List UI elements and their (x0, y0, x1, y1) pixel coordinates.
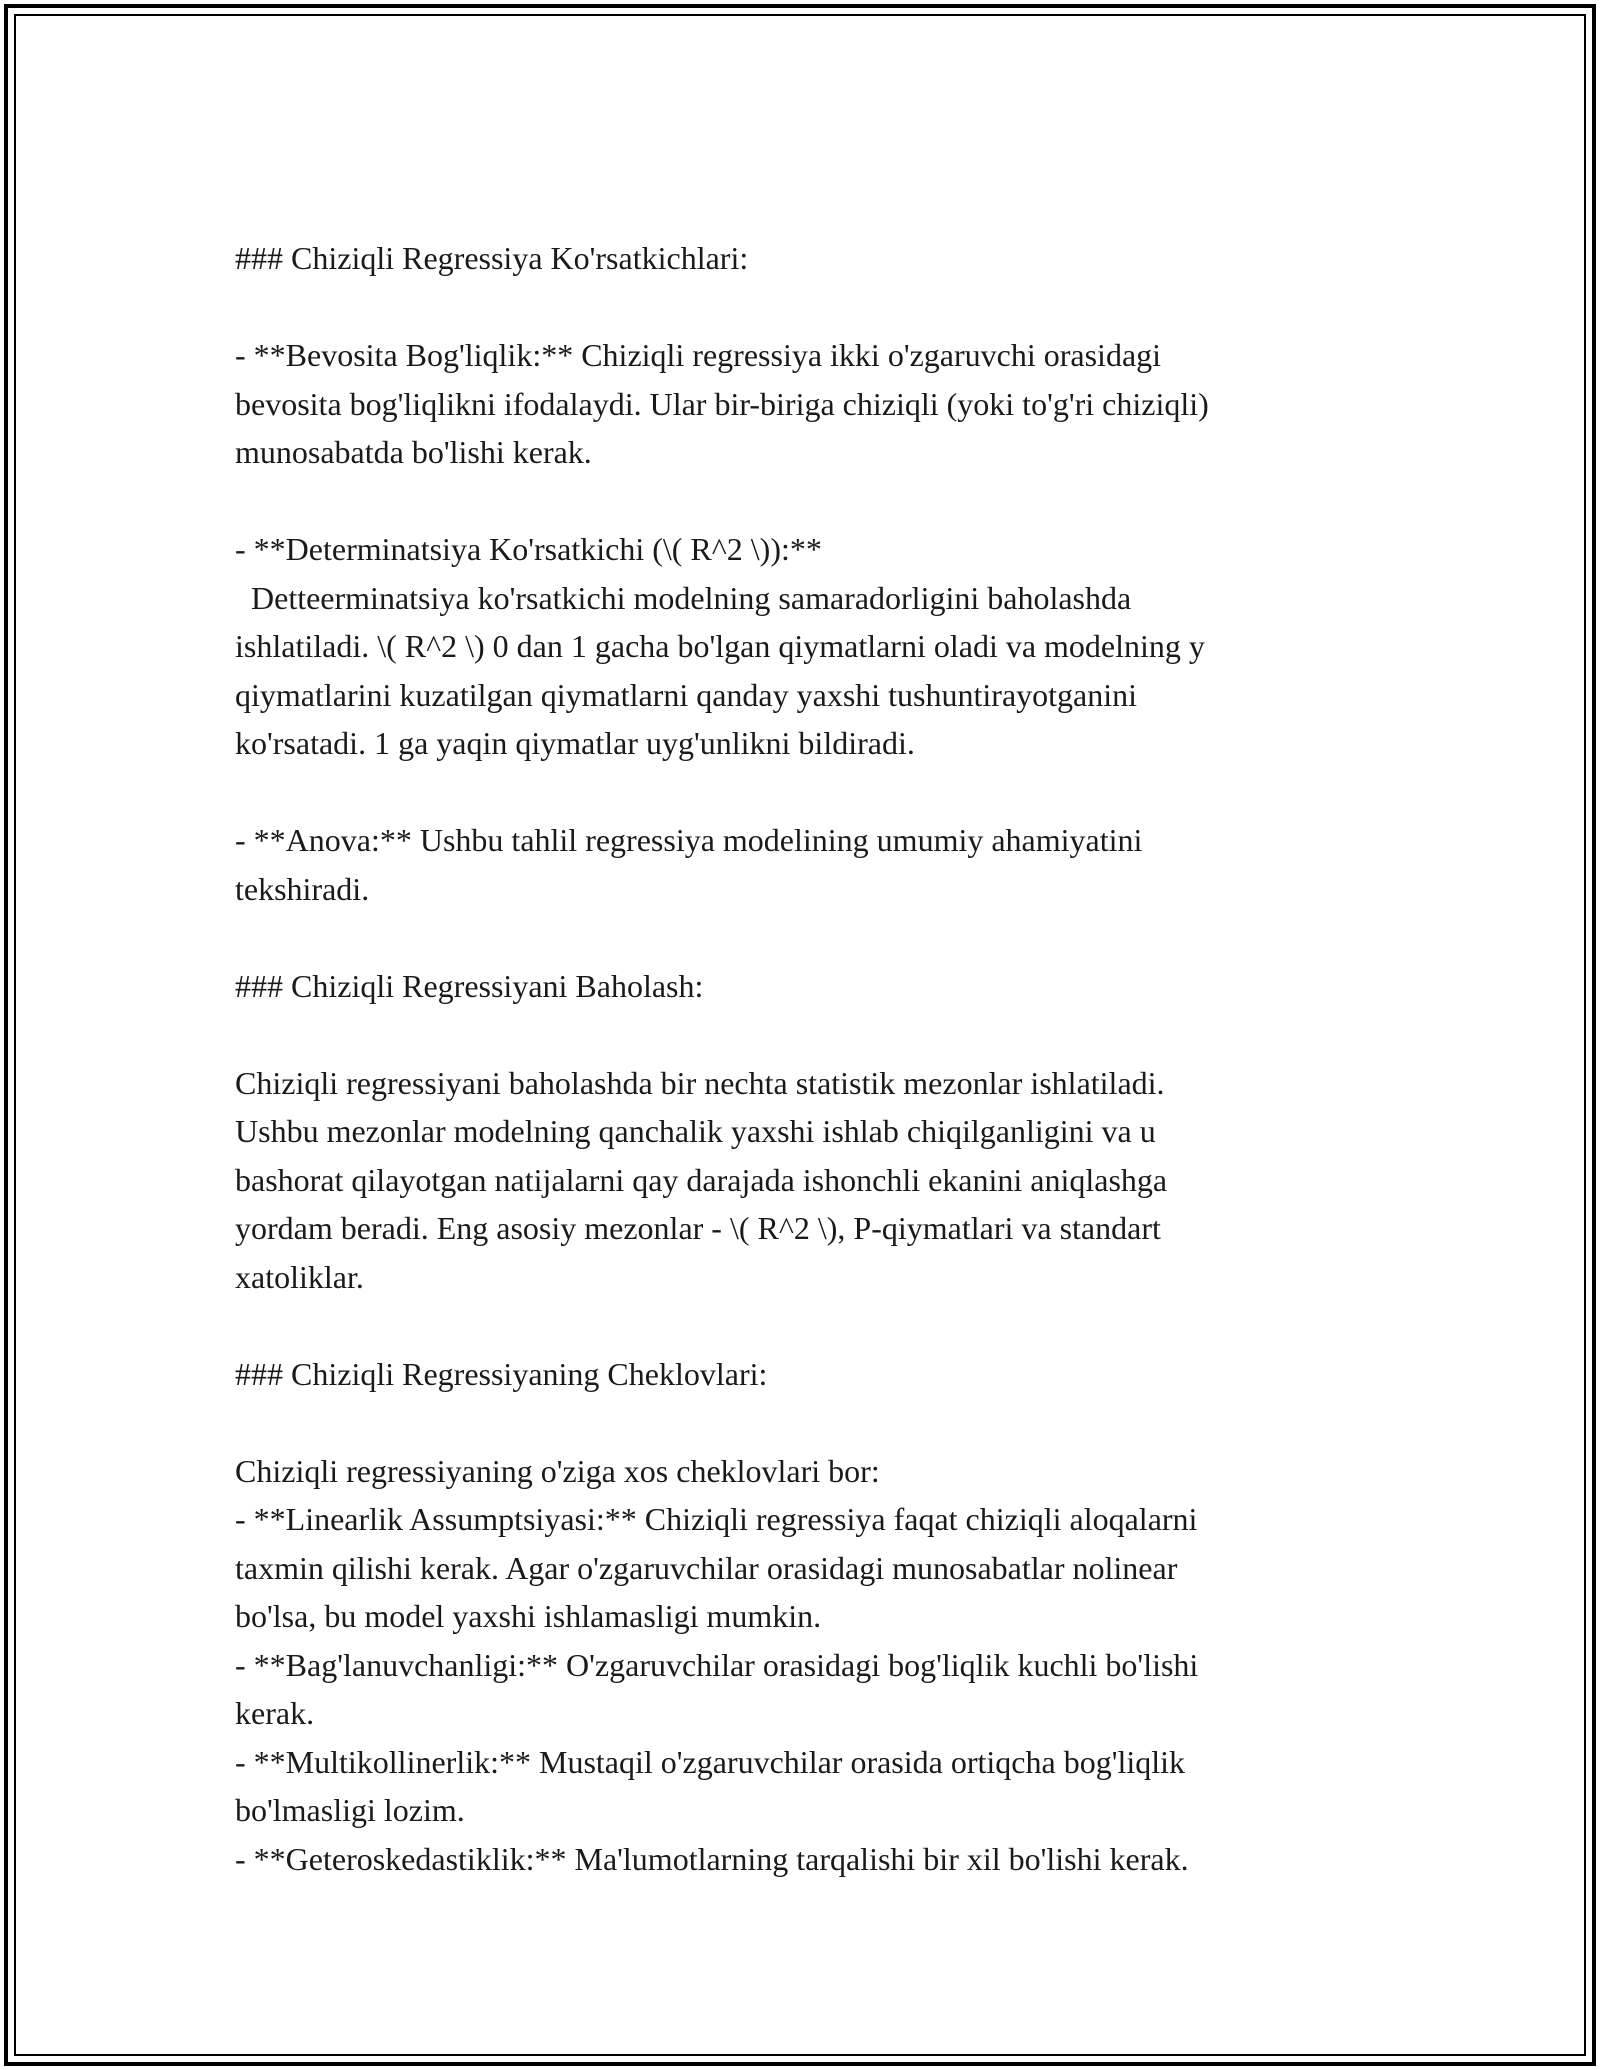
blank-line (235, 477, 1375, 526)
text-line: Detteerminatsiya ko'rsatkichi modelning samaradorligini baholashda (235, 579, 1132, 616)
text-line: Chiziqli regressiyaning o'ziga xos cheklovlari bor: (235, 1452, 880, 1489)
text-line: Ushbu mezonlar modelning qanchalik yaxshi ishlab chiqilganligini va u (235, 1113, 1156, 1149)
text-line: taxmin qilishi kerak. Agar o'zgaruvchilar orasidagi munosabatlar nolinear (235, 1549, 1178, 1586)
text-line: qiymatlarini kuzatilgan qiymatlarni qanday yaxshi tushuntirayotganini (235, 676, 1138, 713)
text-line: tekshiradi. (235, 870, 370, 907)
blank-line (235, 1398, 1375, 1447)
text-line: ishlatiladi. \( R^2 \) 0 dan 1 gacha bo'lgan qiymatlarni oladi va modelning y (235, 628, 1205, 664)
text-line: bevosita bog'liqlikni ifodalaydi. Ular bir-biriga chiziqli (yoki to'g'ri chiziqli) (235, 385, 1209, 422)
text-line: - **Bag'lanuvchanligi:** O'zgaruvchilar orasidagi bog'liqlik kuchli bo'lishi (235, 1646, 1199, 1683)
text-line: bo'lsa, bu model yaxshi ishlamasligi mumkin. (235, 1598, 822, 1634)
blank-line (235, 1010, 1375, 1059)
text-line: - **Determinatsiya Ko'rsatkichi (\( R^2 \)):** (235, 531, 822, 567)
text-line: bo'lmasligi lozim. (235, 1792, 465, 1828)
text-line: - **Geteroskedastiklik:** Ma'lumotlarning tarqalishi bir xil bo'lishi kerak. (235, 1840, 1189, 1877)
blank-line (235, 913, 1375, 962)
blank-line (235, 768, 1375, 817)
blank-line (235, 1301, 1375, 1350)
section-heading: ### Chiziqli Regressiya Ko'rsatkichlari: (235, 240, 749, 276)
text-line: ko'rsatadi. 1 ga yaqin qiymatlar uyg'unlikni bildiradi. (235, 725, 915, 761)
text-line: - **Multikollinerlik:** Mustaqil o'zgaruvchilar orasida ortiqcha bog'liqlik (235, 1743, 1186, 1780)
section-heading: ### Chiziqli Regressiyaning Cheklovlari: (235, 1355, 768, 1392)
document-body (235, 234, 1375, 1883)
text-line: - **Anova:** Ushbu tahlil regressiya modelining umumiy ahamiyatini (235, 822, 1143, 858)
text-line: xatoliklar. (235, 1258, 364, 1295)
text-line: yordam beradi. Eng asosiy mezonlar - \( R^2 \), P-qiymatlari va standart (235, 1210, 1161, 1246)
text-line: Chiziqli regressiyani baholashda bir nechta statistik mezonlar ishlatiladi. (235, 1064, 1165, 1101)
blank-line (235, 283, 1375, 332)
text-line: munosabatda bo'lishi kerak. (235, 434, 592, 470)
text-line: bashorat qilayotgan natijalarni qay darajada ishonchli ekanini aniqlashga (235, 1161, 1168, 1198)
text-line: kerak. (235, 1695, 315, 1731)
text-line: - **Linearlik Assumptsiyasi:** Chiziqli regressiya faqat chiziqli aloqalarni (235, 1501, 1198, 1537)
text-line: - **Bevosita Bog'liqlik:** Chiziqli regressiya ikki o'zgaruvchi orasidagi (235, 337, 1162, 373)
section-heading: ### Chiziqli Regressiyani Baholash: (235, 967, 704, 1004)
